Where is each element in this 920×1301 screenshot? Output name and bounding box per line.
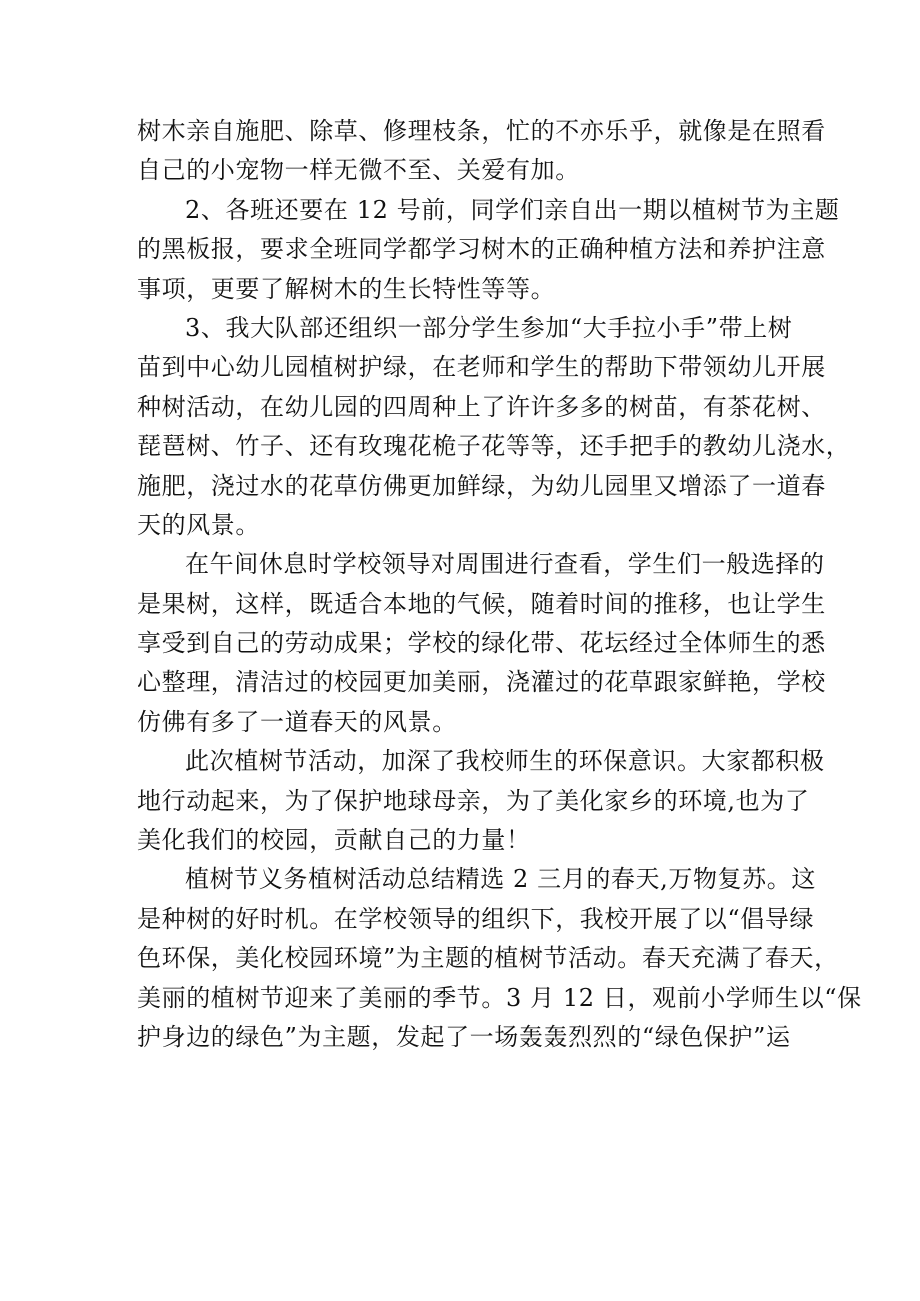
paragraph-summary-2 [137, 860, 862, 1057]
text-line: 自己的小宠物一样无微不至、关爱有加。 [137, 156, 580, 185]
text-line: 的黑板报，要求全班同学都学习树木的正确种植方法和养护注意 [137, 235, 826, 264]
text-line: 地行动起来，为了保护地球母亲，为了美化家乡的环境,也为了 [137, 786, 810, 815]
text-line: 是果树，这样，既适合本地的气候，随着时间的推移，也让学生 [137, 589, 826, 618]
paragraph-item-3 [137, 309, 851, 545]
text-line: 护身边的绿色”为主题，发起了一场轰轰烈烈的“绿色保护”运 [137, 1022, 791, 1051]
text-line: 在午间休息时学校领导对周围进行查看，学生们一般选择的 [185, 550, 825, 579]
text-line: 是种树的好时机。在学校领导的组织下，我校开展了以“倡导绿 [137, 904, 815, 933]
paragraph-noon-inspection [137, 545, 826, 742]
text-line: 2、各班还要在 12 号前，同学们亲自出一期以植树节为主题 [185, 195, 840, 224]
text-line: 心整理，清洁过的校园更加美丽，浇灌过的花草跟家鲜艳，学校 [137, 668, 826, 697]
text-line: 树木亲自施肥、除草、修理枝条，忙的不亦乐乎，就像是在照看 [137, 117, 826, 145]
text-line: 天的风景。 [137, 510, 260, 539]
text-line: 种树活动，在幼儿园的四周种上了许许多多的树苗，有茶花树、 [137, 392, 826, 421]
text-line: 苗到中心幼儿园植树护绿，在老师和学生的帮助下带领幼儿开展 [137, 353, 826, 382]
document-body [137, 112, 862, 1057]
paragraph-item-2 [137, 191, 840, 309]
text-line: 施肥，浇过水的花草仿佛更加鲜绿，为幼儿园里又增添了一道春 [137, 471, 826, 500]
text-line: 色环保，美化校园环境”为主题的植树节活动。春天充满了春天， [137, 944, 839, 973]
text-line: 美丽的植树节迎来了美丽的季节。3 月 12 日，观前小学师生以“保 [137, 983, 862, 1012]
text-line: 此次植树节活动，加深了我校师生的环保意识。大家都积极 [185, 747, 825, 776]
text-line: 事项，更要了解树木的生长特性等等。 [137, 274, 556, 303]
text-line: 享受到自己的劳动成果；学校的绿化带、花坛经过全体师生的悉 [137, 629, 826, 658]
paragraph-conclusion [137, 742, 825, 860]
paragraph-continuation [137, 112, 826, 191]
text-line: 3、我大队部还组织一部分学生参加“大手拉小手”带上树 [185, 313, 793, 342]
text-line: 仿佛有多了一道春天的风景。 [137, 707, 457, 736]
text-line: 美化我们的校园，贡献自己的力量！ [137, 826, 531, 855]
text-line: 琵琶树、竹子、还有玫瑰花桅子花等等，还手把手的教幼儿浇水， [137, 432, 851, 461]
text-line: 植树节义务植树活动总结精选 2 三月的春天,万物复苏。这 [185, 865, 816, 894]
